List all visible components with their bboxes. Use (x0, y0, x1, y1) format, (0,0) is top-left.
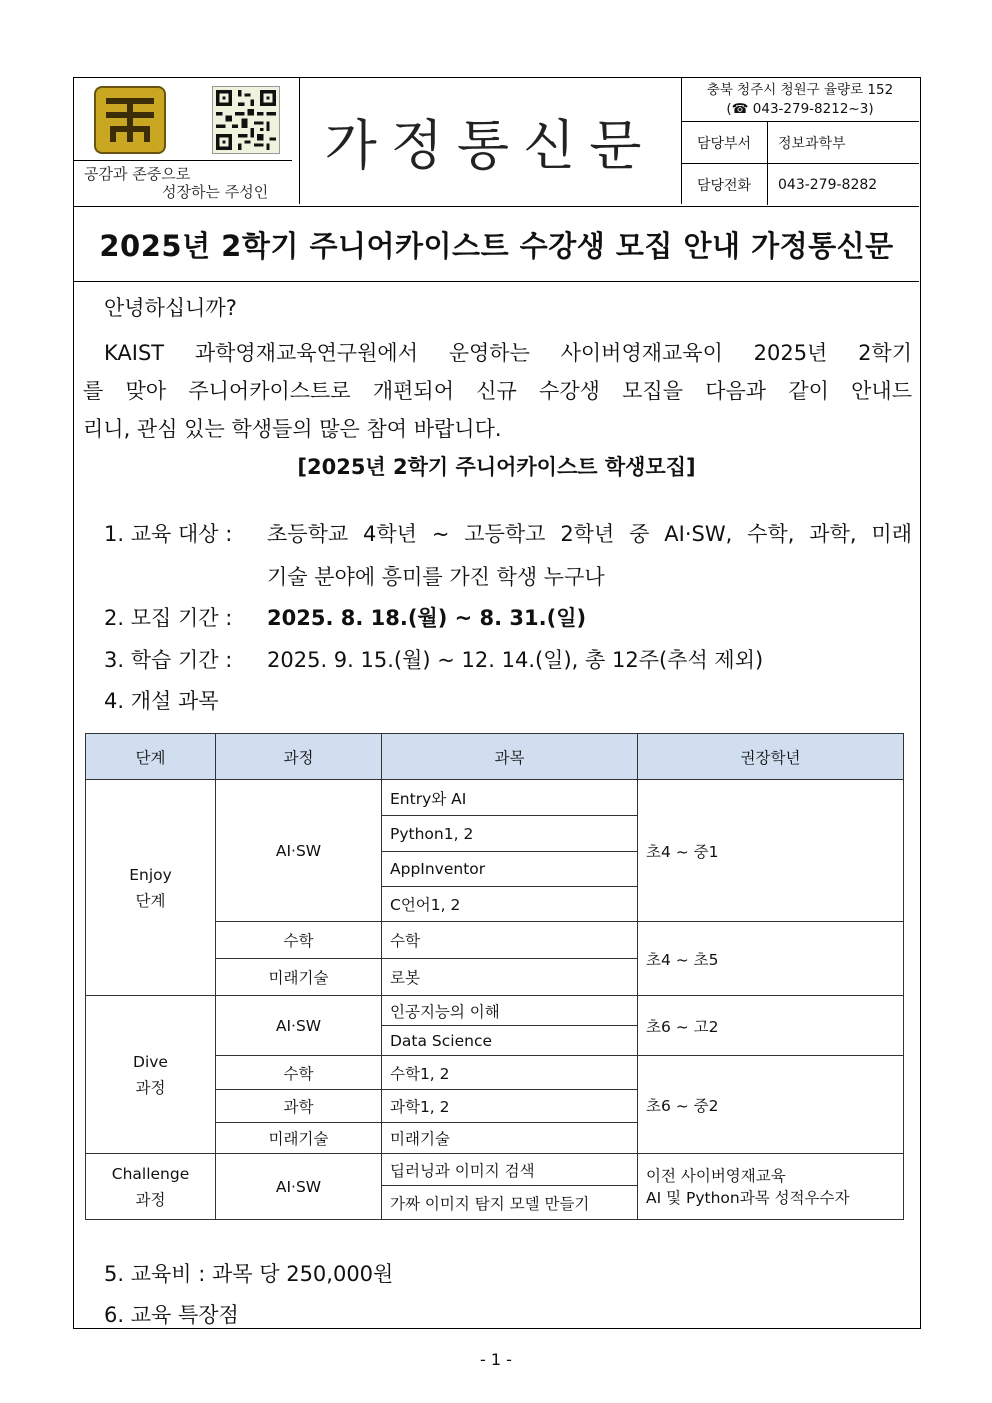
dept-label: 담당부서 (681, 122, 768, 163)
item1-line-2: 기술 분야에 흥미를 가진 학생 누구나 (267, 565, 605, 589)
tel-row (681, 164, 919, 205)
table-header-row (86, 734, 904, 780)
header-stage: 단계 (86, 734, 216, 780)
item1-line-1: 초등학교 4학년 ~ 고등학고 2학년 중 AI·SW, 수학, 과학, 미래 (267, 522, 912, 546)
item3-label: 3. 학습 기간 : (104, 648, 233, 672)
subject-cell: Entry와 AI (382, 780, 638, 816)
grade-cell: 이전 사이버영재교육 AI 및 Python과목 성적우수자 (638, 1154, 904, 1220)
letter-header (74, 78, 919, 207)
letter-title: 가정통신문 (324, 113, 656, 177)
subject-cell: 과학1, 2 (382, 1090, 638, 1123)
tel-value: 043-279-8282 (778, 176, 878, 193)
subject-cell: Data Science (382, 1026, 638, 1056)
item5-tuition: 5. 교육비 : 과목 당 250,000원 (104, 1262, 394, 1286)
subject-cell: 딥러닝과 이미지 검색 (382, 1154, 638, 1186)
course-math: 수학 (216, 922, 382, 959)
document-headline: 2025년 2학기 주니어카이스트 수강생 모집 안내 가정통신문 (74, 207, 919, 282)
item2-label: 2. 모집 기간 : (104, 606, 233, 630)
course-aisw: AI·SW (216, 1154, 382, 1220)
subject-cell: 수학 (382, 922, 638, 959)
grade-cell: 초6 ~ 고2 (638, 996, 904, 1056)
intro-line-2: 를 맞아 주니어카이스트로 개편되어 신규 수강생 모집을 다음과 같이 안내드 (83, 379, 912, 403)
subject-cell: 가짜 이미지 탐지 모델 만들기 (382, 1186, 638, 1220)
school-logo-area (74, 78, 300, 204)
school-address (681, 78, 919, 122)
stage-enjoy: Enjoy 단계 (86, 780, 216, 996)
motto-line-2: 성장하는 주성인 (162, 183, 269, 201)
letter-title-box (299, 78, 682, 204)
subject-cell: 로봇 (382, 959, 638, 996)
subject-cell: 수학1, 2 (382, 1056, 638, 1090)
grade-cell: 초6 ~ 중2 (638, 1056, 904, 1154)
document-frame (73, 77, 921, 1329)
course-math: 수학 (216, 1056, 382, 1090)
motto-line-1: 공감과 존중으로 (84, 165, 191, 183)
page-number: - 1 - (480, 1350, 512, 1369)
subject-cell: 인공지능의 이해 (382, 996, 638, 1026)
course-table (85, 733, 904, 1220)
subject-cell: Python1, 2 (382, 816, 638, 852)
table-row (86, 996, 904, 1026)
address-line: 충북 청주시 청원구 율량로 152 (706, 82, 894, 98)
table-row (86, 780, 904, 816)
school-motto (74, 160, 292, 205)
phone-main: (☎ 043-279-8212~3) (726, 101, 874, 117)
section-title: [2025년 2학기 주니어카이스트 학생모집] (297, 455, 696, 479)
tel-label: 담당전화 (681, 164, 768, 205)
item6-features: 6. 교육 특장점 (104, 1303, 239, 1327)
stage-dive: Dive 과정 (86, 996, 216, 1154)
grade-cell: 초4 ~ 중1 (638, 780, 904, 922)
intro-line-3: 리니, 관심 있는 학생들의 많은 참여 바랍니다. (83, 417, 502, 441)
course-aisw: AI·SW (216, 996, 382, 1056)
course-future: 미래기술 (216, 959, 382, 996)
item3-value: 2025. 9. 15.(월) ~ 12. 14.(일), 총 12주(추석 제외) (267, 648, 764, 672)
stage-challenge: Challenge 과정 (86, 1154, 216, 1220)
item4-label: 4. 개설 과목 (104, 689, 219, 713)
qr-code-icon[interactable] (212, 86, 280, 154)
dept-value: 정보과학부 (778, 135, 846, 152)
contact-info (681, 78, 919, 204)
subject-cell: 미래기술 (382, 1123, 638, 1154)
course-future: 미래기술 (216, 1123, 382, 1154)
header-grade: 권장학년 (638, 734, 904, 780)
subject-cell: C언어1, 2 (382, 887, 638, 922)
item2-value: 2025. 8. 18.(월) ~ 8. 31.(일) (267, 606, 587, 630)
item1-label: 1. 교육 대상 : (104, 522, 233, 546)
grade-cell: 초4 ~ 초5 (638, 922, 904, 996)
course-aisw: AI·SW (216, 780, 382, 922)
greeting: 안녕하십니까? (104, 296, 237, 320)
course-science: 과학 (216, 1090, 382, 1123)
subject-cell: AppInventor (382, 852, 638, 887)
intro-line-1: KAIST 과학영재교육연구원에서 운영하는 사이버영재교육이 2025년 2학기 (104, 341, 912, 365)
school-emblem-icon (94, 86, 166, 154)
dept-row (681, 122, 919, 164)
table-row (86, 1154, 904, 1186)
header-course: 과정 (216, 734, 382, 780)
header-subject: 과목 (382, 734, 638, 780)
